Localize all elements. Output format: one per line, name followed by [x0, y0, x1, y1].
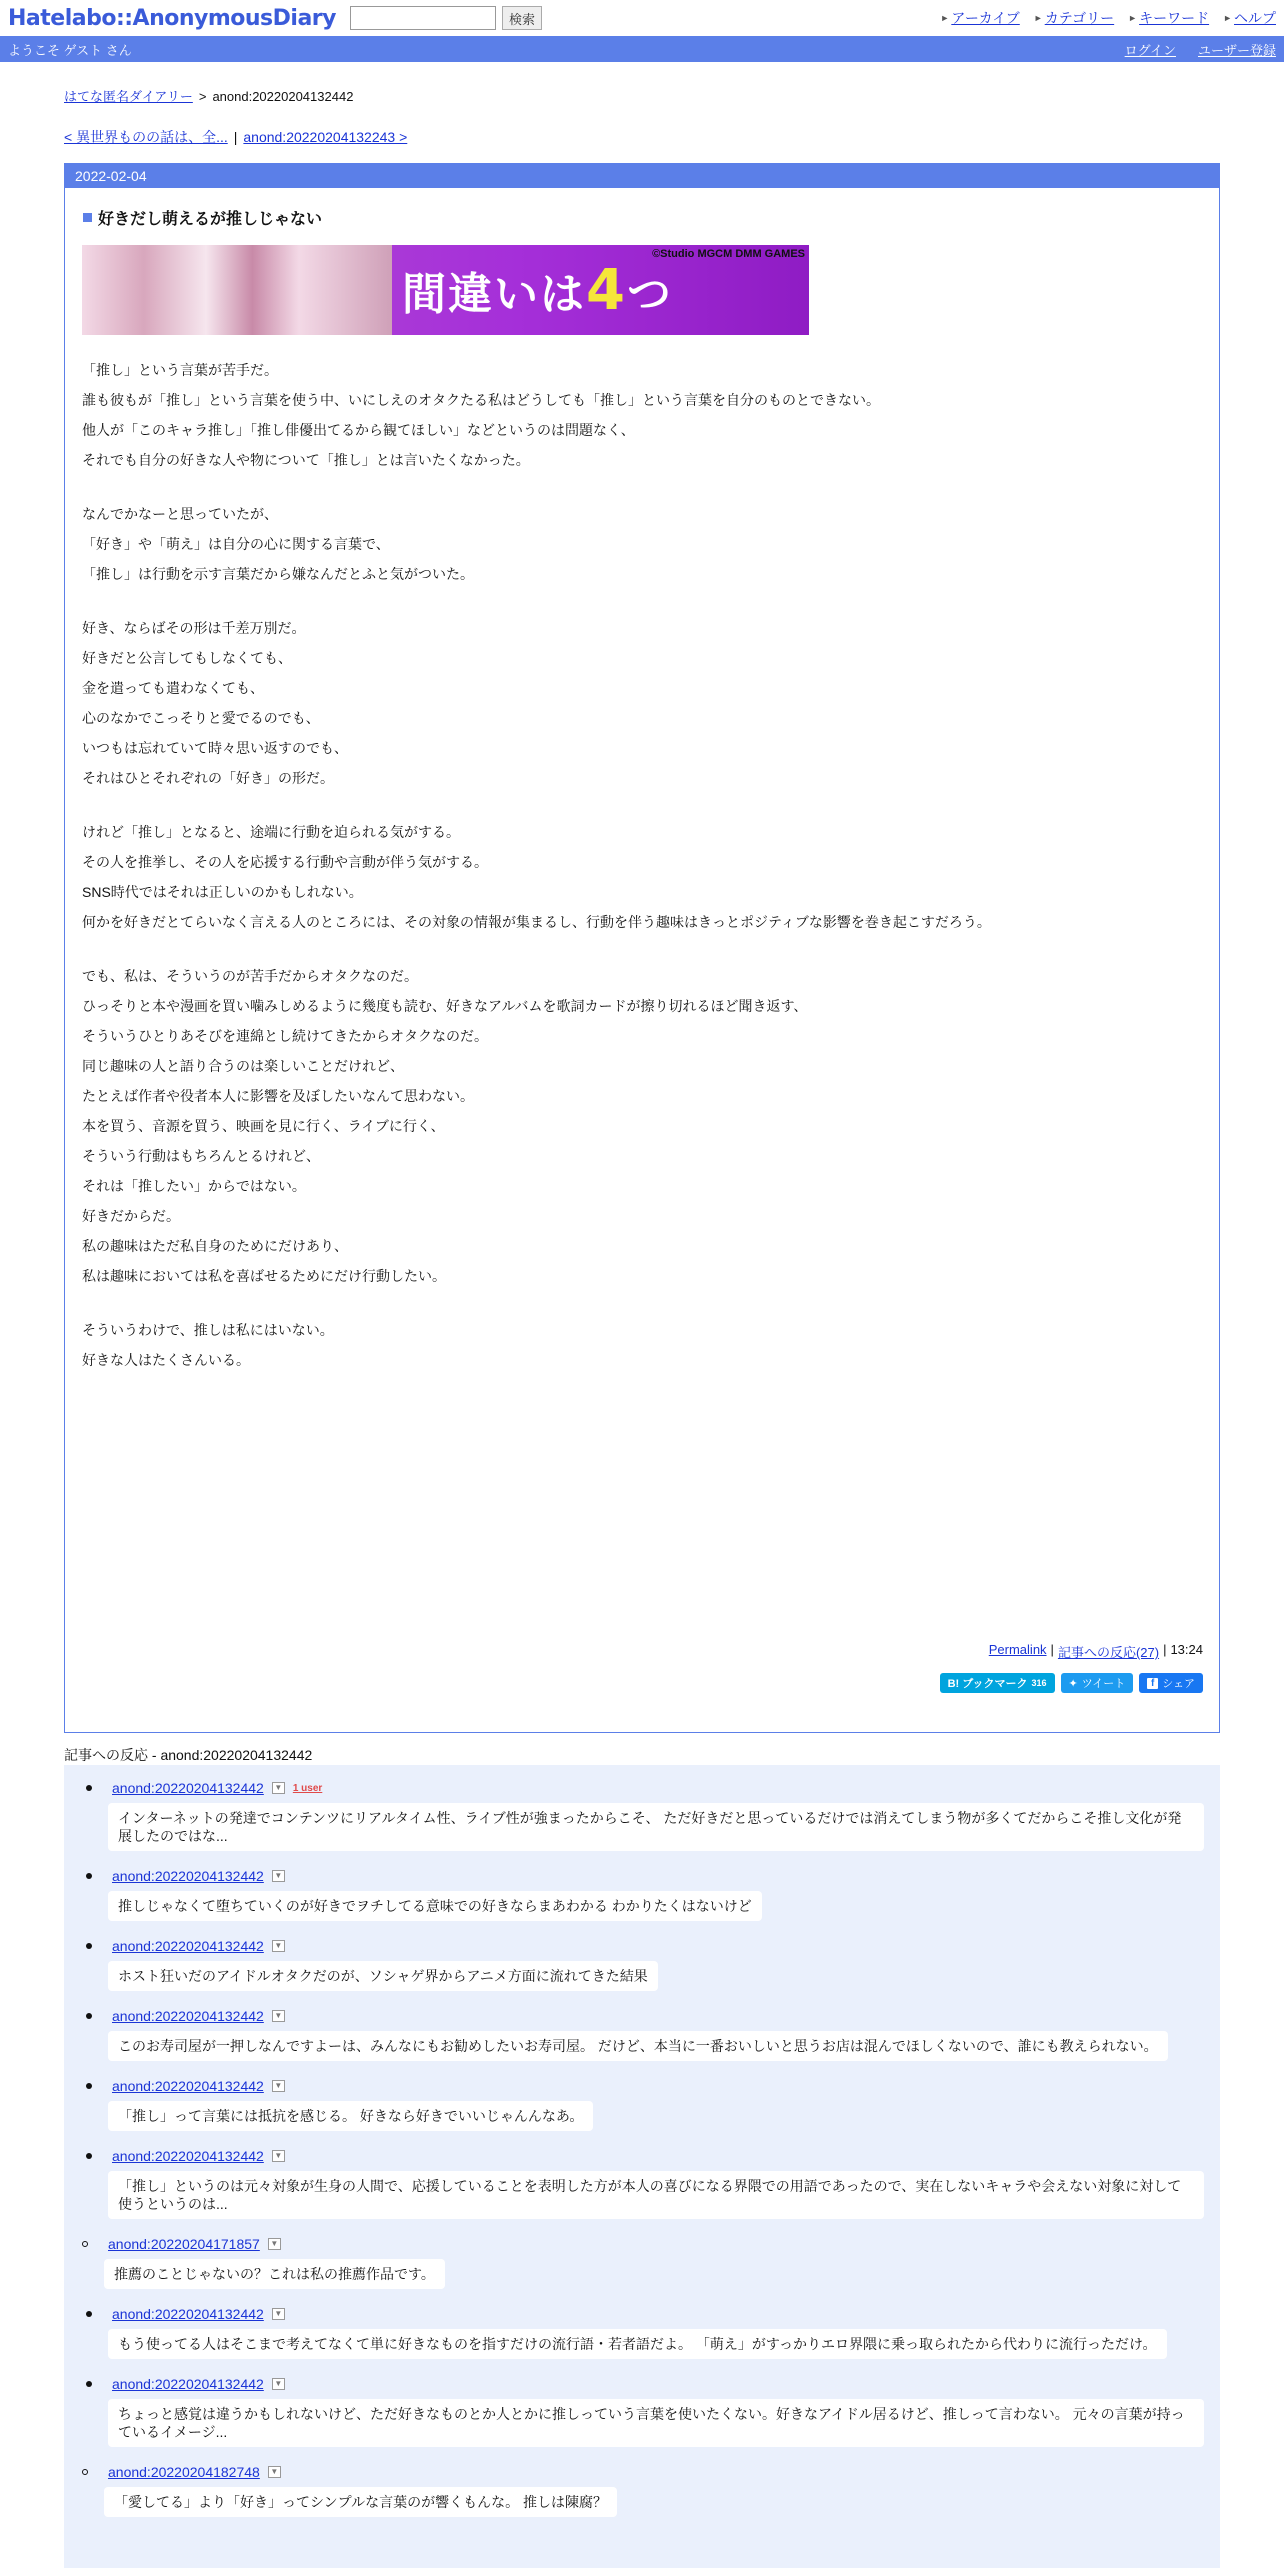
body-line: 私の趣味はただ私自身のためにだけあり、 — [82, 1238, 348, 1254]
response-excerpt-wrap — [108, 2167, 1220, 2233]
response-header — [108, 1777, 1220, 1799]
arrow-right-icon: ► — [940, 13, 950, 23]
tweet-label: ツイート — [1081, 1678, 1126, 1690]
body-line: 金を遣っても遣わなくても、 — [82, 680, 264, 696]
response-item — [108, 1865, 1220, 1935]
chevron-down-icon[interactable]: ▼ — [268, 2238, 281, 2250]
body-paragraph — [82, 613, 1219, 793]
arrow-right-icon: ► — [1128, 13, 1138, 23]
search-input[interactable] — [350, 6, 496, 30]
ad-character-art — [82, 245, 392, 335]
site-header — [0, 0, 1284, 36]
body-line: 好きだと公言してもしなくても、 — [82, 650, 292, 666]
chevron-down-icon[interactable]: ▼ — [272, 2308, 285, 2320]
chevron-down-icon[interactable]: ▼ — [272, 1782, 285, 1794]
bookmark-button[interactable] — [940, 1673, 1055, 1693]
body-line: 同じ趣味の人と語り合うのは楽しいことだけれど、 — [82, 1058, 404, 1074]
response-item — [108, 2145, 1220, 2233]
chevron-down-icon[interactable]: ▼ — [272, 2150, 285, 2162]
body-line: 本を買う、音源を買う、映画を見に行く、ライブに行く、 — [82, 1118, 445, 1134]
body-line: 好きな人はたくさんいる。 — [82, 1352, 250, 1368]
response-excerpt: 「推し」というのは元々対象が生身の人間で、応援していることを表明した方が本人の喜びになる界隈での用語であったので、実在しないキャラや会えない対象に対して使うというのは... — [108, 2171, 1204, 2219]
ad-title-suffix: つ — [626, 268, 673, 320]
body-line: 「推し」は行動を示す言葉だから嫌なんだとふと気がついた。 — [82, 566, 474, 582]
body-line: そういうひとりあそびを連綿とし続けてきたからオタクなのだ。 — [82, 1028, 488, 1044]
square-bullet-icon — [83, 213, 92, 222]
nav-category[interactable]: カテゴリー — [1044, 10, 1115, 26]
body-line: 何かを好きだとてらいなく言える人のところには、その対象の情報が集まるし、行動を伴う趣味はきっとポジティブな影響を巻き起こすだろう。 — [82, 914, 991, 930]
ad-title-number: 4 — [586, 257, 627, 323]
response-header — [108, 2303, 1220, 2325]
response-item — [108, 2373, 1220, 2461]
breadcrumb-current: anond:20220204132442 — [212, 89, 354, 104]
chevron-down-icon[interactable]: ▼ — [272, 1940, 285, 1952]
facebook-share-button[interactable] — [1139, 1673, 1203, 1693]
footer-separator: | — [1163, 1642, 1167, 1657]
list-bullet-icon — [86, 2153, 92, 2159]
entry-body — [82, 355, 1219, 1375]
body-line: 好きだからだ。 — [82, 1208, 180, 1224]
body-line: たとえば作者や役者本人に影響を及ぼしたいなんて思わない。 — [82, 1088, 474, 1104]
ad-credit: ©Studio MGCM DMM GAMES — [652, 248, 805, 260]
response-excerpt-wrap — [108, 2027, 1220, 2075]
response-excerpt-wrap — [104, 2483, 1220, 2531]
user-links — [1125, 40, 1276, 59]
response-link[interactable]: anond:20220204132442 — [112, 2306, 264, 2322]
body-line: 心のなかでこっそりと愛でるのでも、 — [82, 710, 320, 726]
permalink-link[interactable]: Permalink — [988, 1642, 1047, 1657]
ad-title — [402, 258, 673, 323]
body-line: SNS時代ではそれは正しいのかもしれない。 — [82, 884, 363, 900]
top-nav — [940, 8, 1276, 28]
body-line: それは「推したい」からではない。 — [82, 1178, 306, 1194]
nav-keyword-wrap — [1128, 8, 1209, 28]
response-link[interactable]: anond:20220204132442 — [112, 2148, 264, 2164]
entry-footer — [989, 1642, 1203, 1661]
body-paragraph — [82, 355, 1219, 475]
footer-separator: | — [1050, 1642, 1054, 1657]
response-header — [108, 1865, 1220, 1887]
main-content — [64, 62, 1220, 1769]
pager-separator: | — [233, 129, 238, 145]
list-bullet-icon — [86, 2381, 92, 2387]
response-excerpt-wrap — [108, 2395, 1220, 2461]
login-link[interactable]: ログイン — [1124, 42, 1176, 58]
list-bullet-icon — [86, 1943, 92, 1949]
response-excerpt-wrap — [104, 2255, 1220, 2303]
response-header — [104, 2233, 1220, 2255]
response-excerpt-wrap — [108, 2325, 1220, 2373]
responses-list — [64, 1765, 1220, 2568]
body-line: それでも自分の好きな人や物について「推し」とは言いたくなかった。 — [82, 452, 530, 468]
body-line: いつもは忘れていて時々思い返すのでも、 — [82, 740, 348, 756]
response-excerpt: もう使ってる人はそこまで考えてなくて単に好きなものを指すだけの流行語・若者語だよ。 「萌え」がすっかりエロ界隈に乗っ取られたから代わりに流行っただけ。 — [108, 2329, 1167, 2359]
arrow-right-icon: ► — [1033, 13, 1043, 23]
list-bullet-icon — [82, 2241, 88, 2247]
bookmark-users-badge[interactable]: 1 user — [292, 1782, 323, 1794]
response-header — [108, 2145, 1220, 2167]
entry-title: 好きだし萌えるが推しじゃない — [98, 211, 323, 228]
response-link[interactable]: anond:20220204132442 — [112, 2008, 264, 2024]
body-line: そういう行動はもちろんとるけれど、 — [82, 1148, 320, 1164]
nav-category-wrap — [1034, 8, 1114, 28]
body-line: けれど「推し」となると、途端に行動を迫られる気がする。 — [82, 824, 460, 840]
response-excerpt: このお寿司屋が一押しなんですよーは、みんなにもお勧めしたいお寿司屋。 だけど、本当に一番おいしいと思うお店は混んでほしくないので、誰にも教えられない。 — [108, 2031, 1168, 2061]
response-header — [108, 2005, 1220, 2027]
twitter-bird-icon: ✦ — [1068, 1677, 1078, 1690]
body-paragraph — [82, 499, 1219, 589]
list-bullet-icon — [86, 2083, 92, 2089]
response-excerpt: ちょっと感覚は違うかもしれないけど、ただ好きなものとか人とかに推しっていう言葉を使いたくない。好きなアイドル居るけど、推しって言わない。 元々の言葉が持っているイメージ... — [108, 2399, 1204, 2447]
nav-archive-wrap — [940, 8, 1019, 28]
response-item — [108, 2075, 1220, 2145]
bookmark-count: 316 — [1031, 1678, 1047, 1688]
body-line: そういうわけで、推しは私にはいない。 — [82, 1322, 334, 1338]
body-line: その人を推挙し、その人を応援する行動や言動が伴う気がする。 — [82, 854, 488, 870]
chevron-down-icon[interactable]: ▼ — [272, 2378, 285, 2390]
day-date: 2022-02-04 — [65, 164, 1219, 188]
response-excerpt-wrap — [108, 1799, 1220, 1865]
body-line: 私は趣味においては私を喜ばせるためにだけ行動したい。 — [82, 1268, 446, 1284]
chevron-down-icon[interactable]: ▼ — [272, 1870, 285, 1882]
chevron-down-icon[interactable]: ▼ — [268, 2466, 281, 2478]
response-link[interactable]: anond:20220204171857 — [108, 2236, 260, 2252]
tweet-button[interactable] — [1061, 1673, 1134, 1693]
nav-help-wrap — [1223, 8, 1276, 28]
response-header — [108, 2075, 1220, 2097]
body-line: ひっそりと本や漫画を買い噛みしめるように幾度も読む、好きなアルバムを歌詞カードが擦り切れるほど聞き返す、 — [82, 998, 808, 1014]
response-item — [108, 2005, 1220, 2075]
body-paragraph — [82, 1315, 1219, 1375]
nav-help[interactable]: ヘルプ — [1234, 10, 1276, 26]
body-line: でも、私は、そういうのが苦手だからオタクなのだ。 — [82, 968, 418, 984]
entry-time: 13:24 — [1170, 1642, 1203, 1657]
response-excerpt-wrap — [108, 1887, 1220, 1935]
body-line: なんでかなーと思っていたが、 — [82, 506, 278, 522]
register-link[interactable]: ユーザー登録 — [1197, 42, 1276, 58]
search-button[interactable]: 検索 — [502, 6, 542, 30]
entry-pager — [64, 127, 1220, 147]
response-link[interactable]: anond:20220204132442 — [112, 1938, 264, 1954]
response-header — [104, 2461, 1220, 2483]
response-link[interactable]: anond:20220204132442 — [112, 1780, 264, 1796]
response-link[interactable]: anond:20220204182748 — [108, 2464, 260, 2480]
body-line: 他人が「このキャラ推し」「推し俳優出てるから観てほしい」などというのは問題なく、 — [82, 422, 635, 438]
entry-title-row — [83, 206, 1219, 229]
response-link[interactable]: anond:20220204132442 — [112, 2078, 264, 2094]
response-link[interactable]: anond:20220204132442 — [112, 2376, 264, 2392]
body-line: それはひとそれぞれの「好き」の形だ。 — [82, 770, 334, 786]
body-line: 「推し」という言葉が苦手だ。 — [82, 362, 278, 378]
response-excerpt: インターネットの発達でコンテンツにリアルタイム性、ライブ性が強まったからこそ、 ただ好きだと思っているだけでは消えてしまう物が多くてだからこそ推し文化が発展したのではな... — [108, 1803, 1204, 1851]
site-logo[interactable]: Hatelabo::AnonymousDiary — [8, 5, 336, 31]
breadcrumb — [64, 86, 1220, 105]
response-item — [104, 2233, 1220, 2303]
response-excerpt-wrap — [108, 2097, 1220, 2145]
response-header — [108, 1935, 1220, 1957]
response-excerpt: 「愛してる」より「好き」ってシンプルな言葉のが響くもんな。 推しは陳腐？ — [104, 2487, 617, 2517]
responses-title: 記事への反応 - anond:20220204132442 — [64, 1745, 1220, 1769]
breadcrumb-separator: > — [198, 89, 207, 104]
response-excerpt: 「推し」って言葉には抵抗を感じる。 好きなら好きでいいじゃんんなあ。 — [108, 2101, 593, 2131]
facebook-icon: f — [1147, 1678, 1158, 1689]
responses-link[interactable]: 記事への反応(27) — [1057, 1645, 1160, 1660]
welcome-text: ようこそ ゲスト さん — [8, 42, 132, 58]
response-header — [108, 2373, 1220, 2395]
body-line: 「好き」や「萌え」は自分の心に関する言葉で、 — [82, 536, 390, 552]
share-buttons — [940, 1673, 1203, 1693]
response-item — [108, 2303, 1220, 2373]
body-line: 誰も彼もが「推し」という言葉を使う中、いにしえのオタクたる私はどうしても「推し」という言葉を自分のものとできない。 — [82, 392, 880, 408]
facebook-share-label: シェア — [1162, 1678, 1195, 1690]
response-link[interactable]: anond:20220204132442 — [112, 1868, 264, 1884]
list-bullet-icon — [86, 2013, 92, 2019]
body-paragraph — [82, 961, 1219, 1291]
response-item — [104, 2461, 1220, 2531]
response-excerpt: 推しじゃなくて堕ちていくのが好きでヲチしてる意味での好きならまあわかる わかりたくはないけど — [108, 1891, 762, 1921]
chevron-down-icon[interactable]: ▼ — [272, 2080, 285, 2092]
ad-banner[interactable] — [82, 245, 809, 335]
list-bullet-icon — [82, 2469, 88, 2475]
prev-entry-link[interactable]: < 異世界ものの話は、全... — [64, 129, 228, 145]
response-excerpt-wrap — [108, 1957, 1220, 2005]
response-item — [108, 1777, 1220, 1865]
breadcrumb-root[interactable]: はてな匿名ダイアリー — [64, 89, 193, 104]
body-line: 好き、ならばその形は千差万別だ。 — [82, 620, 306, 636]
nav-archive[interactable]: アーカイブ — [951, 10, 1020, 26]
list-bullet-icon — [86, 1785, 92, 1791]
day-section — [64, 163, 1220, 1733]
arrow-right-icon: ► — [1223, 13, 1232, 23]
nav-keyword[interactable]: キーワード — [1139, 10, 1210, 26]
chevron-down-icon[interactable]: ▼ — [272, 2010, 285, 2022]
list-bullet-icon — [86, 2311, 92, 2317]
response-item — [108, 1935, 1220, 2005]
list-bullet-icon — [86, 1873, 92, 1879]
bookmark-label: B! ブックマーク — [947, 1678, 1028, 1690]
ad-title-prefix: 間違いは — [402, 268, 586, 320]
next-entry-link[interactable]: anond:20220204132243 > — [243, 129, 408, 145]
user-bar — [0, 36, 1284, 62]
body-paragraph — [82, 817, 1219, 937]
response-excerpt: ホスト狂いだのアイドルオタクだのが、ソシャゲ界からアニメ方面に流れてきた結果 — [108, 1961, 658, 1991]
response-excerpt: 推薦のことじゃないの？これは私の推薦作品です。 — [104, 2259, 445, 2289]
